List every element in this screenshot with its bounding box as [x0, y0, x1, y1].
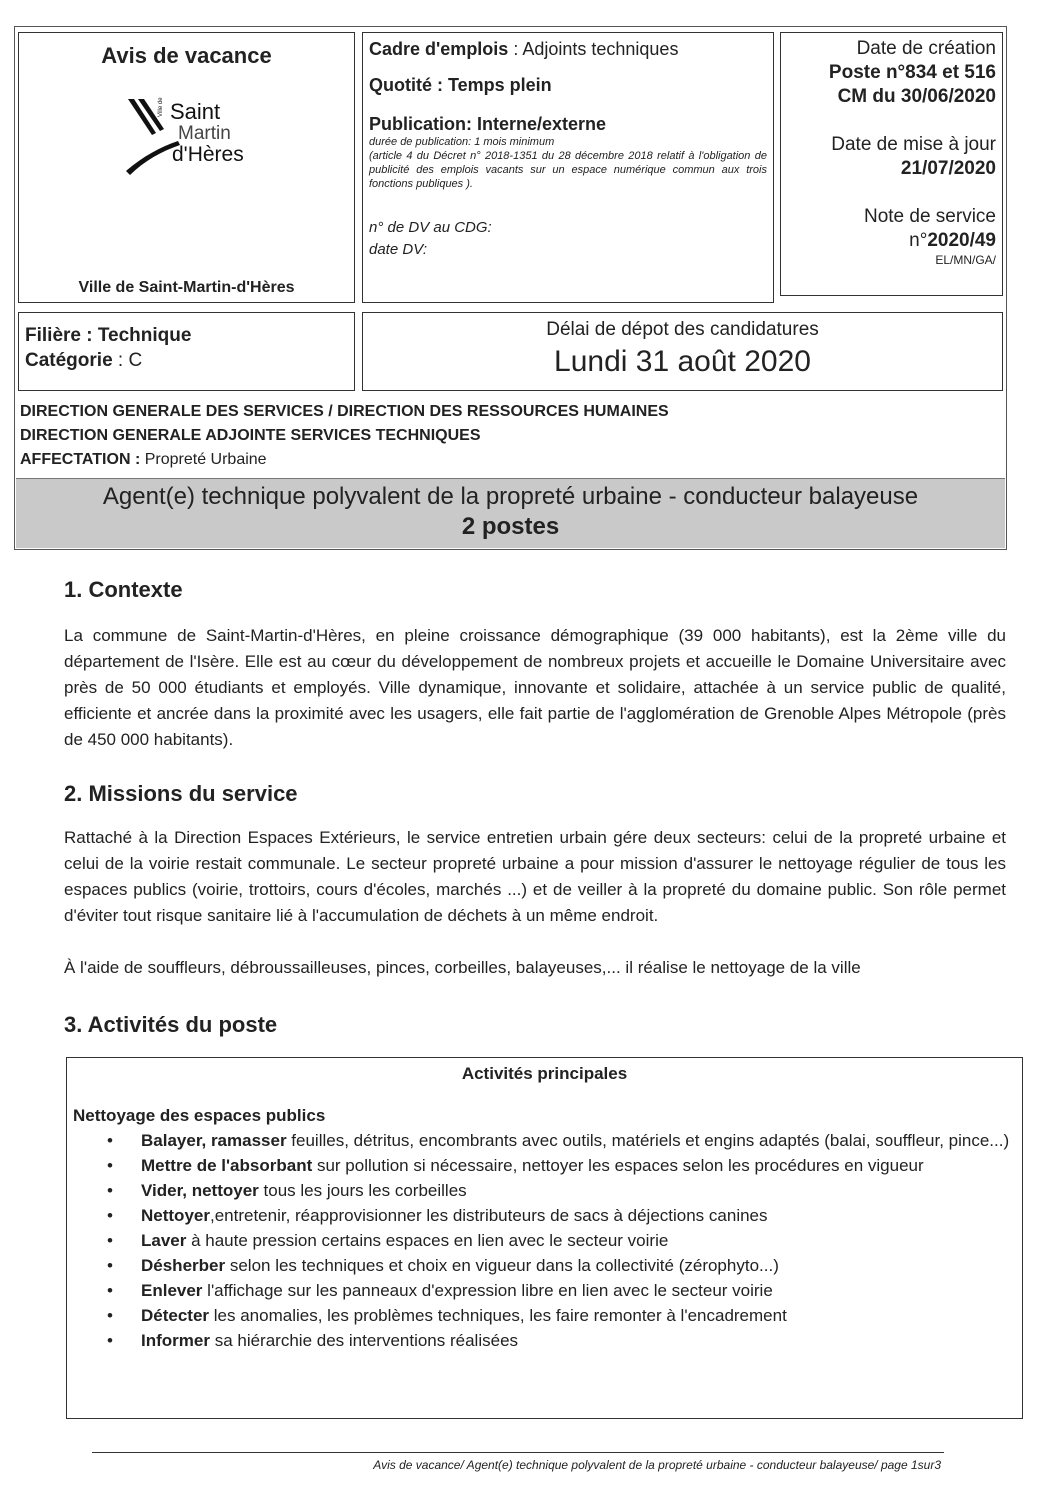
activity-item: [107, 1153, 1016, 1178]
activity-verb: Mettre de l'absorbant: [141, 1156, 313, 1175]
activity-text: tous les jours les corbeilles: [258, 1181, 467, 1200]
city-logo: [122, 95, 252, 179]
activities-list: [107, 1128, 1016, 1353]
activity-verb: Nettoyer: [141, 1206, 210, 1225]
dv-block: [369, 217, 767, 261]
delai-cell: [362, 312, 1003, 391]
categorie-label: Catégorie: [25, 350, 113, 371]
activity-item: [107, 1328, 1016, 1353]
activities-box: [66, 1057, 1023, 1419]
missions-title: 2. Missions du service: [64, 781, 298, 806]
activity-verb: Balayer, ramasser: [141, 1131, 287, 1150]
job-title-banner: [16, 478, 1005, 548]
activity-item: [107, 1278, 1016, 1303]
filiere-cell: [18, 312, 355, 391]
missions-text-1: Rattaché à la Direction Espaces Extérieurs, le service entretien urbain gére deux secteurs: celui de la propreté urbaine et celui de la voirie restait communale. Le secteur propreté urbaine a pour mission d'assurer le nettoyage régulier de tous les espaces publics (voirie, trottoirs, cours d'écoles, marchés ...) et de veiller à la propreté du domaine public. Son rôle permet d'éviter tout risque sanitaire lié à l'accumulation de déchets à un même endroit.: [64, 828, 1006, 925]
direction-line-2: DIRECTION GENERALE ADJOINTE SERVICES TECHNIQUES: [20, 427, 481, 444]
date-maj: 21/07/2020: [900, 158, 996, 179]
note-prefix: n°: [909, 230, 928, 251]
affectation-value: Propreté Urbaine: [140, 451, 267, 468]
activity-item: [107, 1203, 1016, 1228]
quotite: Quotité : Temps plein: [369, 75, 552, 95]
publication-note: (article 4 du Décret n° 2018-1351 du 28 décembre 2018 relatif à l'obligation de publicité des emplois vacants sur un espace numérique commun aux trois fonctions publiques ).: [369, 150, 767, 190]
logo-graphic: [122, 95, 252, 179]
logo-ville-de: Ville de: [157, 97, 164, 117]
note-number-line: [787, 229, 996, 253]
affectation-label: AFFECTATION :: [20, 451, 141, 468]
job-title: Agent(e) technique polyvalent de la propreté urbaine - conducteur balayeuse: [102, 483, 919, 510]
postes-count: 2 postes: [461, 513, 560, 540]
note-number: 2020/49: [927, 230, 996, 251]
cadre-label: Cadre d'emplois: [369, 39, 509, 59]
activity-verb: Laver: [141, 1231, 187, 1250]
activity-text: l'affichage sur les panneaux d'expression libre en lien avec le secteur voirie: [202, 1281, 773, 1300]
activity-item: [107, 1178, 1016, 1203]
publication-duration: durée de publication: 1 mois minimum: [369, 136, 555, 148]
dv-cdg: n° de DV au CDG:: [369, 219, 492, 236]
avis-title: Avis de vacance: [101, 43, 272, 68]
activities-subheading: Nettoyage des espaces publics: [73, 1106, 326, 1125]
logo-heres: d'Hères: [171, 143, 244, 166]
cm-date: CM du 30/06/2020: [837, 86, 996, 107]
note-label: Note de service: [863, 206, 996, 227]
activity-item: [107, 1128, 1016, 1153]
direction-line-1: DIRECTION GENERALE DES SERVICES / DIRECTION DES RESSOURCES HUMAINES: [20, 403, 669, 420]
direction-block: [20, 400, 1000, 472]
activity-text: feuilles, détritus, encombrants avec outils, matériels et engins adaptés (balai, souffleur, pince...): [286, 1131, 1010, 1150]
activity-verb: Désherber: [141, 1256, 226, 1275]
activity-item: [107, 1303, 1016, 1328]
cadre-emplois: [369, 39, 767, 60]
ville-name: Ville de Saint-Martin-d'Hères: [78, 279, 295, 296]
filiere: Filière : Technique: [25, 325, 192, 346]
cadre-cell: [362, 32, 774, 303]
cadre-value: : Adjoints techniques: [508, 39, 679, 59]
activity-text: sa hiérarchie des interventions réalisées: [209, 1331, 519, 1350]
date-cell: [780, 32, 1003, 296]
activity-verb: Enlever: [141, 1281, 203, 1300]
poste-number: Poste n°834 et 516: [828, 62, 996, 83]
date-creation-label: Date de création: [856, 38, 996, 59]
activity-item: [107, 1253, 1016, 1278]
logo-martin: Martin: [177, 123, 231, 144]
activity-text: ,entretenir, réapprovisionner les distributeurs de sacs à déjections canines: [209, 1206, 768, 1225]
activities-heading: Activités principales: [461, 1064, 628, 1083]
activity-text: les anomalies, les problèmes techniques, les faire remonter à l'encadrement: [209, 1306, 787, 1325]
activity-item: [107, 1228, 1016, 1253]
delai-label: Délai de dépot des candidatures: [546, 319, 819, 340]
categorie: [25, 348, 348, 373]
affectation: [20, 448, 1000, 472]
publication-title: Publication: Interne/externe: [369, 114, 607, 134]
missions-text-2: À l'aide de souffleurs, débroussailleuses, pinces, corbeilles, balayeuses,... il réalise le nettoyage de la ville: [64, 958, 861, 977]
activity-text: sur pollution si nécessaire, nettoyer les espaces selon les procédures en vigueur: [312, 1156, 924, 1175]
delai-date: Lundi 31 août 2020: [554, 345, 811, 378]
activity-verb: Informer: [141, 1331, 210, 1350]
note-ref: EL/MN/GA/: [935, 253, 996, 267]
activity-text: selon les techniques et choix en vigueur dans la collectivité (zérophyto...): [225, 1256, 779, 1275]
activity-text: à haute pression certains espaces en lien avec le secteur voirie: [186, 1231, 669, 1250]
date-dv: date DV:: [369, 241, 428, 258]
page-footer: Avis de vacance/ Agent(e) technique polyvalent de la propreté urbaine - conducteur balayeuse/ page 1sur3: [373, 1458, 941, 1472]
activity-verb: Détecter: [141, 1306, 210, 1325]
activity-verb: Vider, nettoyer: [141, 1181, 259, 1200]
date-maj-label: Date de mise à jour: [831, 134, 996, 155]
contexte-text: La commune de Saint-Martin-d'Hères, en pleine croissance démographique (39 000 habitants), est la 2ème ville du département de l'Isère. Elle est au cœur du développement de nombreux projets et accueille le Domaine Universitaire avec près de 50 000 étudiants et employés. Ville dynamique, innovante et solidaire, attachée à un service public de qualité, efficiente et ancrée dans la proximité avec les usagers, elle fait partie de l'agglomération de Grenoble Alpes Métropole (près de 450 000 habitants).: [64, 626, 1006, 749]
logo-saint: Saint: [169, 99, 220, 124]
contexte-title: 1. Contexte: [64, 577, 183, 602]
categorie-value: : C: [112, 350, 143, 371]
footer-rule: [92, 1452, 944, 1453]
avis-cell: [18, 32, 355, 303]
activites-title: 3. Activités du poste: [64, 1012, 278, 1037]
